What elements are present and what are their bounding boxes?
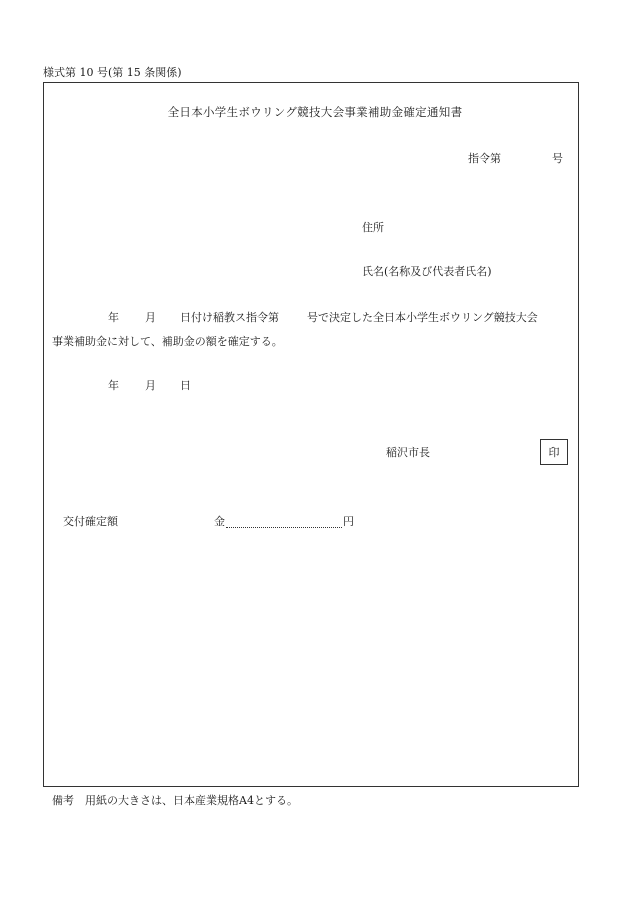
body-year-label: 年 <box>108 311 119 324</box>
date-day-label: 日 <box>180 379 191 392</box>
form-number: 様式第 10 号(第 15 条関係) <box>43 66 182 79</box>
directive-number-suffix: 号 <box>552 152 563 165</box>
date-year-label: 年 <box>108 379 119 392</box>
directive-number-prefix: 指令第 <box>468 152 501 165</box>
note-text: 備考 用紙の大きさは、日本産業規格A4とする。 <box>52 794 298 807</box>
seal-label: 印 <box>548 446 560 459</box>
amount-suffix: 円 <box>343 515 354 528</box>
body-month-label: 月 <box>145 311 156 324</box>
body-text-line2: 事業補助金に対して、補助金の額を確定する。 <box>52 335 283 348</box>
address-label: 住所 <box>362 221 384 234</box>
document-title: 全日本小学生ボウリング競技大会事業補助金確定通知書 <box>167 105 463 119</box>
date-month-label: 月 <box>145 379 156 392</box>
amount-blank-line <box>226 527 342 528</box>
seal-box <box>540 439 568 465</box>
amount-prefix: 金 <box>214 515 225 528</box>
name-label: 氏名(名称及び代表者氏名) <box>362 265 492 278</box>
body-text-part2: 号で決定した全日本小学生ボウリング競技大会 <box>307 311 538 324</box>
amount-label: 交付確定額 <box>63 515 118 528</box>
mayor-title: 稲沢市長 <box>386 446 430 459</box>
body-text-part1: 日付け稲教ス指令第 <box>180 311 279 324</box>
form-frame <box>43 82 579 787</box>
